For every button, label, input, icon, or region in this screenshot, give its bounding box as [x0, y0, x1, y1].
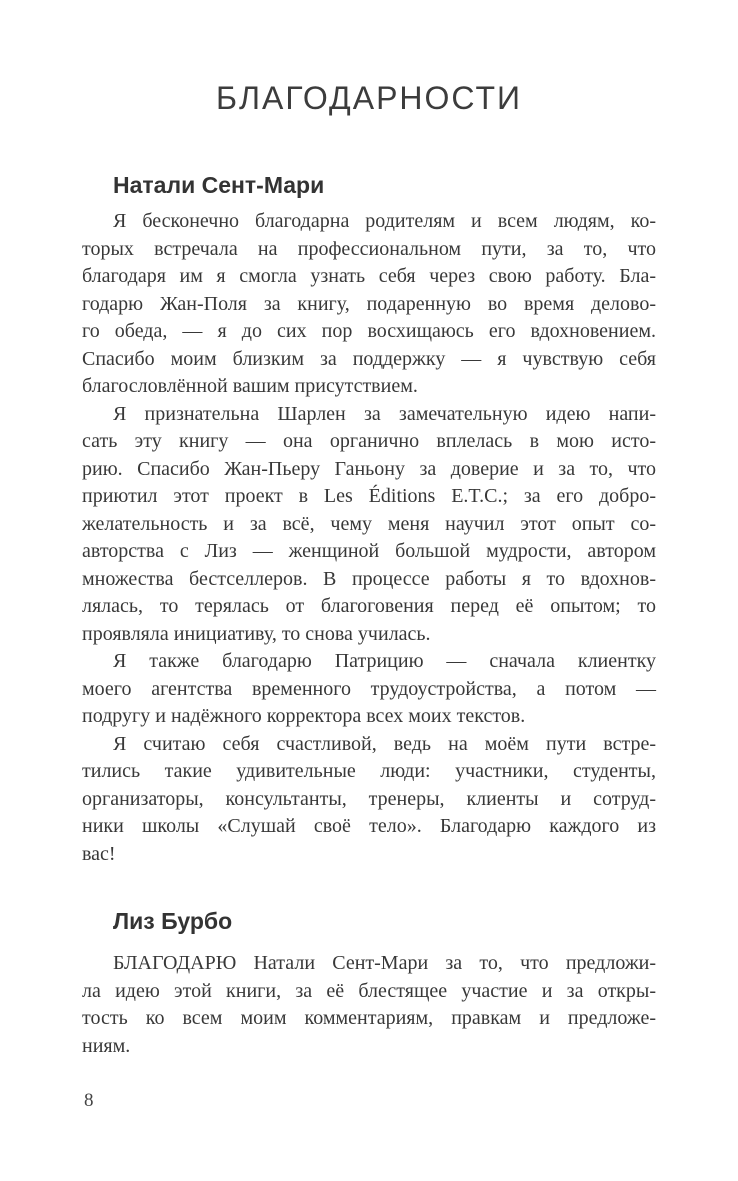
text-line: вас! — [82, 842, 116, 865]
text-line: БЛАГОДАРЮ Натали Сент-Мари за то, что предложи- — [113, 952, 656, 974]
section — [82, 172, 656, 868]
paragraph — [82, 648, 656, 731]
section — [82, 908, 656, 1060]
text-line: ла идею этой книги, за её блестящее участие и за откры- — [82, 979, 656, 1002]
text-line: тость ко всем моим комментариям, правкам и предложе- — [82, 1007, 656, 1029]
text-line: моего агентства временного трудоустройства, а потом — — [82, 677, 656, 700]
text-line: Я признательна Шарлен за замечательную идею напи- — [113, 402, 656, 425]
text-line: рию. Спасибо Жан-Пьеру Ганьону за доверие и за то, что — [82, 457, 656, 480]
text-line: авторства с Лиз — женщиной большой мудрости, автором — [82, 540, 656, 562]
section-heading: Лиз Бурбо — [113, 908, 233, 934]
text-line: Я считаю себя счастливой, ведь на моём пути встре- — [113, 732, 656, 755]
text-line: ниям. — [82, 1034, 131, 1057]
paragraph — [82, 401, 656, 649]
paragraph — [82, 208, 656, 401]
text-line: ники школы «Слушай своё тело». Благодарю каждого из — [82, 815, 656, 837]
text-line: благословлённой вашим присутствием. — [82, 375, 418, 397]
text-line: сать эту книгу — она органично вплелась в мою исто- — [82, 430, 656, 452]
page-number: 8 — [84, 1090, 94, 1111]
text-line: желательность и за всё, чему меня научил этот опыт со- — [82, 512, 656, 535]
paragraph — [82, 950, 656, 1060]
text-line: проявляла инициативу, то снова училась. — [82, 622, 431, 645]
section-heading: Натали Сент-Мари — [113, 172, 325, 198]
text-line: Я также благодарю Патрицию — сначала клиентку — [113, 650, 656, 672]
text-line: тились такие удивительные люди: участники, студенты, — [82, 760, 656, 782]
text-line: торых встречала на профессиональном пути, за то, что — [82, 237, 656, 260]
page-title: БЛАГОДАРНОСТИ — [215, 80, 522, 116]
text-line: подругу и надёжного корректора всех моих текстов. — [82, 705, 526, 727]
text-line: го обеда, — я до сих пор восхищаюсь его вдохновением. — [82, 320, 656, 342]
text-line: множества бестселлеров. В процессе работы я то вдохнов- — [82, 567, 656, 590]
text-line: приютил этот проект в Les Éditions E.T.C.; за его добро- — [82, 485, 656, 507]
text-line: организаторы, консультанты, тренеры, клиенты и сотруд- — [82, 787, 656, 810]
paragraph — [82, 731, 656, 869]
text-line: благодаря им я смогла узнать себя через свою работу. Бла- — [82, 265, 656, 287]
text-line: Я бесконечно благодарна родителям и всем людям, ко- — [113, 210, 656, 232]
text-line: Спасибо моим близким за поддержку — я чувствую себя — [82, 347, 656, 370]
text-line: лялась, то терялась от благоговения перед её опытом; то — [82, 595, 656, 617]
text-line: годарю Жан-Поля за книгу, подаренную во время делово- — [82, 292, 656, 315]
sections — [82, 172, 656, 1060]
